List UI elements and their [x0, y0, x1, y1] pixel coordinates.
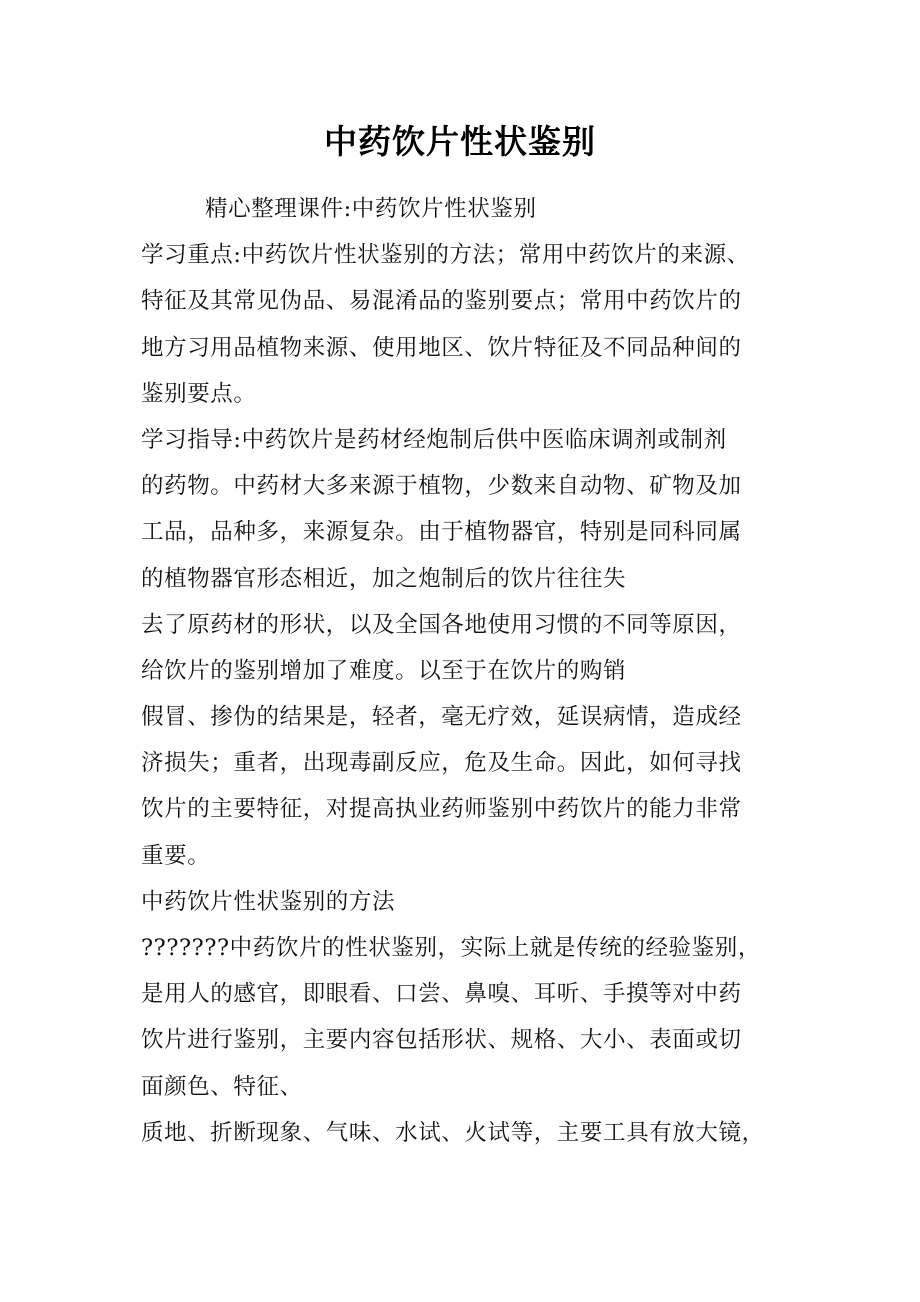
- paragraph-line: 工品，品种多，来源复杂。由于植物器官，特别是同科同属: [141, 519, 742, 546]
- paragraph-line: 的药物。中药材大多来源于植物，少数来自动物、矿物及加: [141, 473, 742, 500]
- document-title: 中药饮片性状鉴别: [324, 122, 596, 161]
- paragraph-line: 重要。: [141, 842, 211, 869]
- paragraph-line: 是用人的感官，即眼看、口尝、鼻嗅、耳听、手摸等对中药: [141, 981, 742, 1008]
- document-body: [141, 186, 841, 1156]
- subtitle-line: 精心整理课件:中药饮片性状鉴别: [205, 196, 537, 222]
- paragraph-line: 面颜色、特征、: [141, 1073, 303, 1100]
- paragraph-line: 去了原药材的形状，以及全国各地使用习惯的不同等原因，: [141, 611, 742, 638]
- paragraph-line: 假冒、掺伪的结果是，轻者，毫无疗效，延误病情，造成经: [141, 704, 742, 731]
- paragraph-line: 的植物器官形态相近，加之炮制后的饮片往往失: [141, 565, 627, 592]
- paragraph-line: 鉴别要点。: [141, 380, 257, 407]
- paragraph-line: 学习重点:中药饮片性状鉴别的方法；常用中药饮片的来源、: [141, 242, 750, 269]
- paragraph-line: 特征及其常见伪品、易混淆品的鉴别要点；常用中药饮片的: [141, 288, 742, 315]
- paragraph-line: 给饮片的鉴别增加了难度。以至于在饮片的购销: [141, 657, 627, 684]
- paragraph-line: 济损失；重者，出现毒副反应，危及生命。因此，如何寻找: [141, 750, 742, 777]
- paragraph-line: 质地、折断现象、气味、水试、火试等，主要工具有放大镜，: [141, 1119, 765, 1146]
- paragraph-line: 地方习用品植物来源、使用地区、饮片特征及不同品种间的: [141, 334, 742, 361]
- paragraph-line: 饮片进行鉴别，主要内容包括形状、规格、大小、表面或切: [141, 1027, 742, 1054]
- paragraph-line: 学习指导:中药饮片是药材经炮制后供中医临床调剂或制剂: [141, 426, 727, 453]
- paragraph-line: ???????中药饮片的性状鉴别，实际上就是传统的经验鉴别，: [141, 935, 761, 961]
- paragraph-line: 饮片的主要特征，对提高执业药师鉴别中药饮片的能力非常: [141, 796, 742, 823]
- section-heading: 中药饮片性状鉴别的方法: [141, 888, 396, 915]
